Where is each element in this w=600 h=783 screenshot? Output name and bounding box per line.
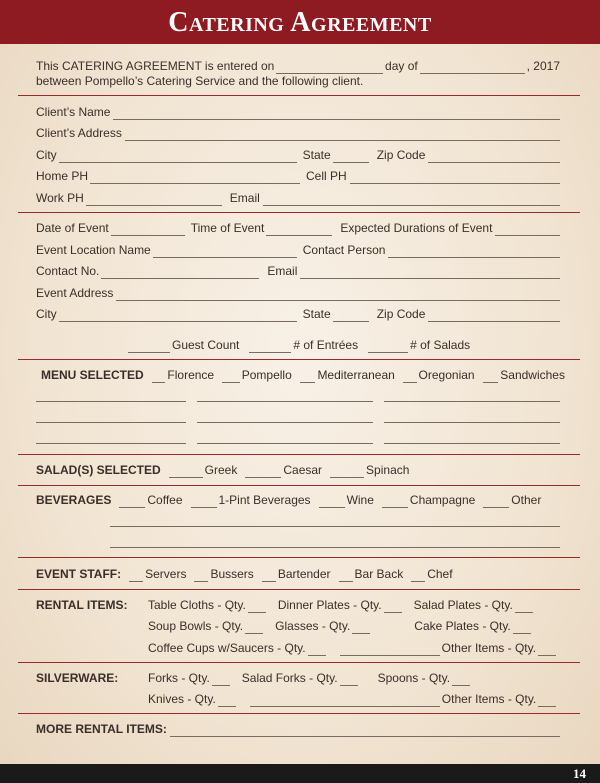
event-location-field[interactable]: [153, 246, 297, 258]
other-items-qty[interactable]: [538, 644, 556, 656]
intro-row-2: [36, 73, 560, 89]
divider: [18, 212, 580, 213]
cell-phone-label: Cell PH: [306, 169, 347, 183]
menu-check-florence[interactable]: [152, 371, 166, 383]
menu-check-pompello[interactable]: [222, 371, 240, 383]
event-city-label: City: [36, 307, 57, 321]
entrees-count-label: # of Entrées: [293, 338, 359, 352]
event-zip-field[interactable]: [428, 310, 560, 322]
client-name-row: [36, 104, 560, 120]
menu-option-pompello: Pompello: [241, 368, 292, 382]
event-state-field[interactable]: [333, 310, 369, 322]
client-zip-field[interactable]: [428, 151, 560, 163]
page-title: Catering Agreement: [0, 0, 600, 44]
event-address-row: [36, 285, 560, 301]
divider: [18, 713, 580, 714]
beverage-check-champagne[interactable]: [382, 496, 408, 508]
table-cloths-qty[interactable]: [248, 601, 266, 613]
soup-bowls-qty[interactable]: [245, 622, 263, 634]
event-time-label: Time of Event: [190, 221, 265, 235]
divider: [18, 95, 580, 96]
rental-row-1: [148, 597, 560, 613]
client-email-field[interactable]: [263, 194, 560, 206]
rental-label-row: [36, 597, 146, 613]
coffee-cups-qty[interactable]: [308, 644, 326, 656]
beverages-label: BEVERAGES: [36, 493, 112, 507]
menu-write-line[interactable]: [384, 401, 560, 402]
home-phone-field[interactable]: [90, 172, 300, 184]
salad-forks-label: Salad Forks - Qty.: [241, 671, 338, 685]
more-rental-row: [36, 721, 560, 737]
cake-plates-label: Cake Plates - Qty.: [414, 619, 511, 633]
silverware-label-row: [36, 670, 146, 686]
contact-person-label: Contact Person: [302, 243, 386, 257]
event-location-row: [36, 242, 560, 258]
dinner-plates-label: Dinner Plates - Qty.: [277, 598, 382, 612]
salads-count-label: # of Salads: [410, 338, 471, 352]
silverware-other-qty[interactable]: [538, 695, 556, 707]
divider: [18, 359, 580, 360]
client-name-label: Client’s Name: [36, 105, 111, 119]
beverage-option-other: Other: [511, 493, 542, 507]
event-state-label: State: [302, 307, 331, 321]
client-address-field[interactable]: [125, 129, 560, 141]
other-rental-item-field[interactable]: [340, 644, 440, 656]
guest-count-label: Guest Count: [172, 338, 240, 352]
staff-check-servers[interactable]: [129, 570, 143, 582]
contact-number-label: Contact No.: [36, 264, 100, 278]
home-phone-label: Home PH: [36, 169, 89, 183]
event-address-label: Event Address: [36, 286, 114, 300]
client-city-field[interactable]: [59, 151, 297, 163]
cake-plates-qty[interactable]: [513, 622, 531, 634]
event-email-label: Email: [267, 264, 298, 278]
silverware-label: SILVERWARE:: [36, 671, 119, 685]
work-phone-label: Work PH: [36, 191, 84, 205]
staff-check-bar-back[interactable]: [339, 570, 353, 582]
event-email-field[interactable]: [300, 267, 560, 279]
menu-write-line[interactable]: [197, 443, 373, 444]
beverages-write-line[interactable]: [110, 526, 560, 527]
knives-label: Knives - Qty.: [148, 692, 216, 706]
beverage-option-pint: 1-Pint Beverages: [218, 493, 311, 507]
staff-option-chef: Chef: [427, 567, 453, 581]
staff-label: EVENT STAFF:: [36, 567, 122, 581]
salads-label: SALAD(S) SELECTED: [36, 463, 161, 477]
client-city-label: City: [36, 148, 57, 162]
event-address-field[interactable]: [116, 289, 560, 301]
intro-row: [36, 58, 560, 74]
event-duration-label: Expected Durations of Event: [340, 221, 493, 235]
entrees-count-field[interactable]: [249, 341, 291, 353]
glasses-qty[interactable]: [352, 622, 370, 634]
menu-option-sandwiches: Sandwiches: [500, 368, 565, 382]
more-rental-field[interactable]: [170, 725, 560, 737]
client-phone-row: [36, 168, 560, 184]
intro-text: This CATERING AGREEMENT is entered on: [36, 59, 275, 73]
menu-option-florence: Florence: [167, 368, 215, 382]
beverage-option-coffee: Coffee: [147, 493, 183, 507]
staff-check-bartender[interactable]: [262, 570, 276, 582]
intro-line-2: between Pompello’s Catering Service and the following client.: [36, 74, 364, 88]
event-time-field[interactable]: [266, 224, 332, 236]
client-state-label: State: [302, 148, 331, 162]
footer-bar: [0, 764, 600, 783]
salads-row: [36, 462, 560, 478]
menu-write-line[interactable]: [384, 443, 560, 444]
other-silverware-field[interactable]: [250, 695, 440, 707]
event-date-row: [36, 220, 560, 236]
beverage-check-pint[interactable]: [191, 496, 217, 508]
client-address-label: Client’s Address: [36, 126, 122, 140]
menu-check-oregonian[interactable]: [403, 371, 417, 383]
beverage-check-other[interactable]: [483, 496, 509, 508]
forks-qty[interactable]: [212, 674, 230, 686]
guest-count-field[interactable]: [128, 341, 170, 353]
contact-number-field[interactable]: [101, 267, 259, 279]
client-address-row: [36, 125, 560, 141]
dinner-plates-qty[interactable]: [384, 601, 402, 613]
table-cloths-label: Table Cloths - Qty.: [148, 598, 246, 612]
intro-day-of: day of: [385, 59, 418, 73]
salad-check-greek[interactable]: [169, 466, 203, 478]
beverage-option-champagne: Champagne: [409, 493, 476, 507]
menu-check-sandwiches[interactable]: [483, 371, 499, 383]
salad-option-spinach: Spinach: [366, 463, 410, 477]
event-city-row: [36, 306, 560, 322]
event-date-field[interactable]: [111, 224, 185, 236]
client-zip-label: Zip Code: [376, 148, 426, 162]
client-email-label: Email: [229, 191, 260, 205]
intro-year: , 2017: [526, 59, 560, 73]
rental-row-3: [148, 640, 560, 656]
menu-write-line[interactable]: [197, 401, 373, 402]
staff-check-bussers[interactable]: [194, 570, 208, 582]
glasses-label: Glasses - Qty.: [275, 619, 351, 633]
salads-count-field[interactable]: [368, 341, 408, 353]
staff-option-bar-back: Bar Back: [354, 567, 404, 581]
silverware-other-label: Other Items - Qty.: [441, 692, 537, 706]
salad-check-spinach[interactable]: [330, 466, 364, 478]
divider: [18, 589, 580, 590]
divider: [18, 485, 580, 486]
silverware-row-1: [148, 670, 560, 686]
soup-bowls-label: Soup Bowls - Qty.: [148, 619, 244, 633]
more-rental-label: MORE RENTAL ITEMS:: [36, 722, 167, 736]
cell-phone-field[interactable]: [350, 172, 560, 184]
beverages-write-line[interactable]: [110, 547, 560, 548]
event-duration-field[interactable]: [495, 224, 560, 236]
silverware-row-2: [148, 691, 560, 707]
event-counts-row: [36, 337, 560, 353]
menu-check-mediterranean[interactable]: [300, 371, 316, 383]
menu-write-line[interactable]: [36, 422, 186, 423]
divider: [18, 662, 580, 663]
staff-row: [36, 566, 560, 582]
menu-write-line[interactable]: [197, 422, 373, 423]
salad-plates-qty[interactable]: [515, 601, 533, 613]
client-city-row: [36, 147, 560, 163]
page-number: 14: [573, 766, 586, 781]
event-date-label: Date of Event: [36, 221, 109, 235]
menu-write-line[interactable]: [36, 401, 186, 402]
salad-option-caesar: Caesar: [283, 463, 323, 477]
salad-plates-label: Salad Plates - Qty.: [413, 598, 513, 612]
client-name-field[interactable]: [113, 108, 560, 120]
staff-option-bussers: Bussers: [210, 567, 254, 581]
menu-row: [41, 367, 565, 383]
rental-row-2: [148, 618, 560, 634]
salad-check-caesar[interactable]: [245, 466, 281, 478]
event-zip-label: Zip Code: [376, 307, 426, 321]
other-items-label: Other Items - Qty.: [441, 641, 537, 655]
divider: [18, 557, 580, 558]
spoons-qty[interactable]: [452, 674, 470, 686]
beverage-check-wine[interactable]: [319, 496, 345, 508]
beverage-option-wine: Wine: [346, 493, 374, 507]
spoons-label: Spoons - Qty.: [377, 671, 451, 685]
salad-forks-qty[interactable]: [340, 674, 358, 686]
coffee-cups-label: Coffee Cups w/Saucers - Qty.: [148, 641, 306, 655]
salad-option-greek: Greek: [204, 463, 238, 477]
rental-label: RENTAL ITEMS:: [36, 598, 128, 612]
menu-label: MENU SELECTED: [41, 368, 144, 382]
event-location-label: Event Location Name: [36, 243, 151, 257]
client-state-field[interactable]: [333, 151, 369, 163]
staff-option-servers: Servers: [145, 567, 187, 581]
menu-write-line[interactable]: [36, 443, 186, 444]
staff-check-chef[interactable]: [411, 570, 425, 582]
beverage-check-coffee[interactable]: [119, 496, 145, 508]
divider: [18, 454, 580, 455]
contact-person-field[interactable]: [388, 246, 560, 258]
menu-write-line[interactable]: [384, 422, 560, 423]
staff-option-bartender: Bartender: [277, 567, 331, 581]
forks-label: Forks - Qty.: [148, 671, 210, 685]
beverages-row: [36, 492, 560, 508]
event-city-field[interactable]: [59, 310, 297, 322]
knives-qty[interactable]: [218, 695, 236, 707]
event-contact-row: [36, 263, 560, 279]
menu-option-mediterranean: Mediterranean: [317, 368, 395, 382]
menu-option-oregonian: Oregonian: [418, 368, 475, 382]
work-phone-field[interactable]: [86, 194, 222, 206]
client-work-row: [36, 190, 560, 206]
